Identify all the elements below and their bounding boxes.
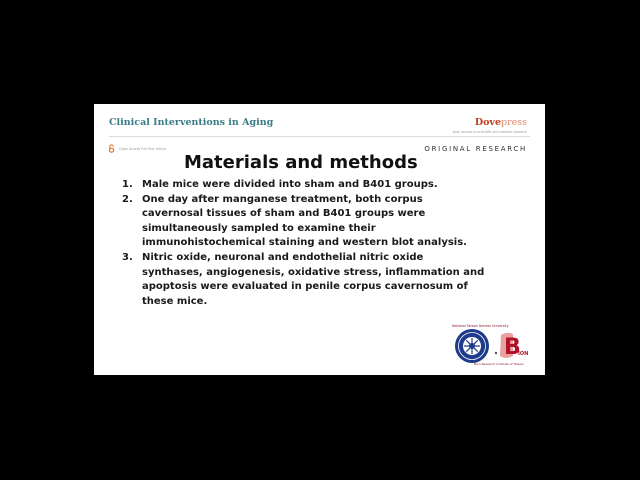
publisher-logo (475, 117, 527, 128)
list-item (122, 178, 522, 193)
ntnu-seal-logo (454, 328, 490, 364)
list-item-text: Male mice were divided into sham and B401 groups. (142, 179, 438, 190)
svg-text:ION: ION (518, 351, 529, 357)
open-access-lock-icon (107, 144, 116, 153)
svg-text:B: B (504, 335, 521, 360)
list-item-text: Nitric oxide, neuronal and endothelial nitric oxide synthases, angiogenesis, oxidative stress, inflammation and apoptosis were evaluated in penile corpus cavernosum of these mice. (142, 251, 485, 307)
list-item (122, 193, 522, 251)
list-item-text: One day after manganese treatment, both corpus cavernosal tissues of sham and B401 groups were simultaneously sampled to examine their immunohistochemical staining and western blot analysis. (142, 193, 467, 249)
open-access-label: Open Access Full Text Article (119, 147, 167, 151)
methods-list (122, 178, 522, 309)
header-divider (109, 136, 530, 137)
institution-logos (452, 324, 532, 366)
university-name: National Taiwan Normal University (452, 324, 509, 328)
institute-name: Bion Research Institute of Taiwan (474, 362, 524, 366)
article-type: ORIGINAL RESEARCH (424, 145, 527, 153)
list-item-number: 2. (122, 193, 133, 205)
publisher-name-bold: Dove (474, 117, 501, 128)
publisher-name-light: press (501, 117, 527, 128)
journal-name: Clinical Interventions in Aging (109, 117, 274, 128)
presentation-slide (94, 104, 545, 375)
bion-logo (492, 329, 532, 363)
list-item-number: 1. (122, 179, 133, 190)
slide-title: Materials and methods (184, 152, 418, 173)
publisher-tagline: open access to scientific and medical research (452, 130, 527, 134)
list-item-number: 3. (122, 251, 133, 263)
list-item (122, 251, 522, 309)
